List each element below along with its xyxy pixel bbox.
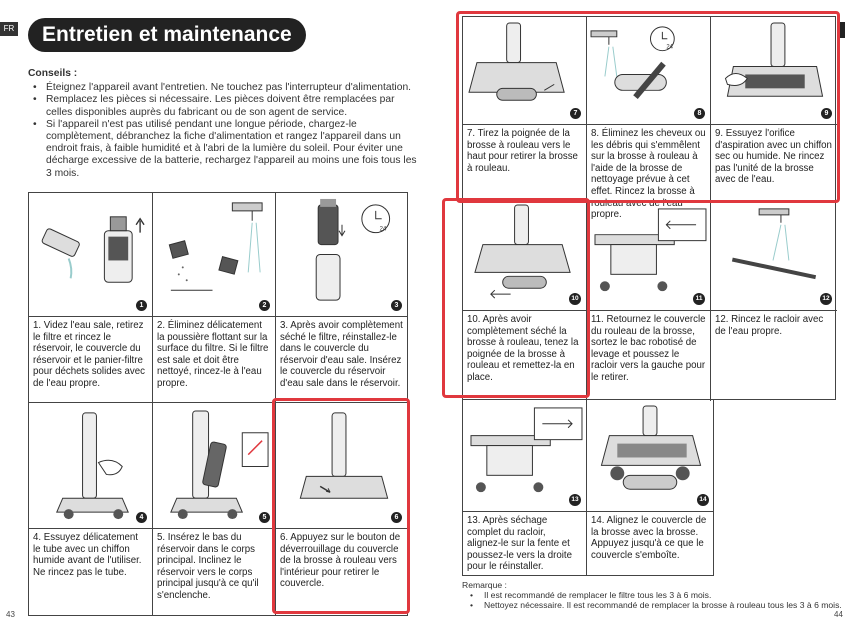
install-scraper-illustration bbox=[463, 400, 586, 512]
step-cell-11 bbox=[587, 201, 711, 401]
remark-heading: Remarque : bbox=[462, 580, 507, 590]
step-cell-12 bbox=[711, 201, 837, 401]
step-cell-3 bbox=[276, 193, 407, 403]
remove-scraper-illustration bbox=[587, 201, 710, 311]
tip-item: • Éteignez l'appareil avant l'entretien. Ne touchez pas l'interrupteur d'alimentation. bbox=[28, 82, 418, 94]
steps-grid-right-bottom bbox=[462, 400, 714, 576]
step-text: 10. Après avoir complètement séché la brosse à rouleau, tenez la poignée de la brosse à rouleau et remettez-la en place. bbox=[467, 314, 579, 383]
step-cell-5 bbox=[153, 403, 276, 615]
step-number: 4 bbox=[136, 512, 147, 523]
step-number: 9 bbox=[821, 108, 832, 119]
step-number: 13 bbox=[569, 494, 581, 506]
step-cell-1 bbox=[29, 193, 153, 403]
step-text: 14. Alignez le couvercle de la brosse avec la brosse. Appuyez jusqu'à ce que le couvercle s'emboîte. bbox=[591, 515, 707, 561]
filter-dry-24h-illustration bbox=[276, 193, 407, 317]
step-number: 2 bbox=[259, 300, 270, 311]
step-number: 11 bbox=[693, 293, 705, 305]
step-text: 9. Essuyez l'orifice d'aspiration avec un chiffon sec ou humide. Ne rincez pas l'unité de la brosse avec de l'eau. bbox=[715, 128, 832, 186]
tips-heading: Conseils : bbox=[28, 68, 78, 79]
page-number-left: 43 bbox=[6, 610, 15, 619]
rinse-scraper-illustration bbox=[711, 201, 837, 311]
step-number: 5 bbox=[259, 512, 270, 523]
svg-text:24: 24 bbox=[666, 44, 673, 51]
highlight-box-step-10 bbox=[442, 198, 590, 398]
step-number: 6 bbox=[391, 512, 402, 523]
step-text: 11. Retournez le couvercle du rouleau de la brosse, sortez le bac robotisé de levage et poussez le racloir vers la gauche pour le retirer. bbox=[591, 314, 706, 383]
remark-item: • Il est recommandé de remplacer le filtre tous les 3 à 6 mois. bbox=[462, 590, 842, 600]
step-number: 1 bbox=[136, 300, 147, 311]
step-text: 5. Insérez le bas du réservoir dans le corps principal. Inclinez le réservoir vers le corps principal jusqu'à ce qu'il s'enclenche. bbox=[157, 532, 259, 601]
step-number: 12 bbox=[820, 293, 832, 305]
page-number-right: 44 bbox=[834, 610, 843, 619]
step-number: 10 bbox=[569, 293, 581, 305]
tips-section bbox=[28, 68, 418, 180]
step-text: 4. Essuyez délicatement le tube avec un chiffon humide avant de l'utiliser. Ne rincez pas le tube. bbox=[33, 532, 142, 578]
step-text: 12. Rincez le racloir avec de l'eau propre. bbox=[715, 314, 824, 337]
remark-item: • Nettoyez nécessaire. Il est recommandé de remplacer la brosse à rouleau tous les 3 à 6 mois. bbox=[462, 600, 842, 610]
filter-rinse-illustration bbox=[153, 193, 275, 317]
tip-item: • Si l'appareil n'est pas utilisé pendant une longue période, chargez-le complètement, débranchez la fiche d'alimentation et rangez l'appareil dans un endroit frais, à faible humidité et à l'abri de la lumière du soleil. Pour éviter une décharge excessive de la batterie, rechargez l'appareil au moins une fois tous les 3 mois. bbox=[28, 119, 418, 180]
step-text: 7. Tirez la poignée de la brosse à rouleau vers le haut pour retirer la brosse à rouleau. bbox=[467, 128, 578, 174]
step-text: 2. Éliminez délicatement la poussière flottant sur la surface du filtre. Si le filtre est sale et doit être nettoyé, rincez-le à l'eau propre. bbox=[157, 320, 269, 389]
step-text: 8. Éliminez les cheveux ou les débris qui s'emmêlent sur la brosse à rouleau à l'aide de la brosse de nettoyage prévue à cet effet. Rincez la brosse à rouleau avec de l'eau propre. bbox=[591, 128, 706, 221]
step-number: 7 bbox=[570, 108, 581, 119]
svg-text:24: 24 bbox=[379, 226, 387, 233]
wipe-tube-illustration bbox=[29, 403, 152, 529]
tip-item: • Remplacez les pièces si nécessaire. Les pièces doivent être remplacées par celles disponibles auprès du fabricant ou de son agent de service. bbox=[28, 94, 418, 118]
page-title: Entretien et maintenance bbox=[28, 18, 306, 52]
highlight-box-step-6 bbox=[272, 398, 410, 614]
step-text: 3. Après avoir complètement séché le filtre, réinstallez-le dans le couvercle du réservoir d'eau sale. Insérez le couvercle du réservoir d'eau sale dans le réservoir. bbox=[280, 320, 403, 389]
language-tag: FR bbox=[0, 22, 18, 36]
align-cover-illustration bbox=[587, 400, 714, 512]
step-number: 14 bbox=[697, 494, 709, 506]
highlight-box-steps-7-9 bbox=[456, 11, 840, 203]
step-text: 6. Appuyez sur le bouton de déverrouillage du couvercle de la brosse à rouleau vers l'intérieur pour retirer le couvercle. bbox=[280, 532, 401, 590]
step-number: 3 bbox=[391, 300, 402, 311]
step-cell-4 bbox=[29, 403, 153, 615]
step-cell-2 bbox=[153, 193, 276, 403]
step-cell-13 bbox=[463, 400, 587, 576]
remark-section bbox=[462, 580, 842, 611]
step-text: 13. Après séchage complet du racloir, alignez-le sur la fente et poussez-le vers la droite pour le réinstaller. bbox=[467, 515, 572, 573]
step-cell-14 bbox=[587, 400, 714, 576]
remark-list bbox=[462, 590, 842, 610]
page-edge-marker bbox=[840, 22, 845, 38]
insert-tank-illustration bbox=[153, 403, 275, 529]
tank-empty-illustration bbox=[29, 193, 152, 317]
tips-list bbox=[28, 82, 418, 180]
step-number: 8 bbox=[694, 108, 705, 119]
step-text: 1. Videz l'eau sale, retirez le filtre et rincez le réservoir, le couvercle du réservoir et le panier-filtre pour déchets solides avec de l'eau propre. bbox=[33, 320, 146, 389]
